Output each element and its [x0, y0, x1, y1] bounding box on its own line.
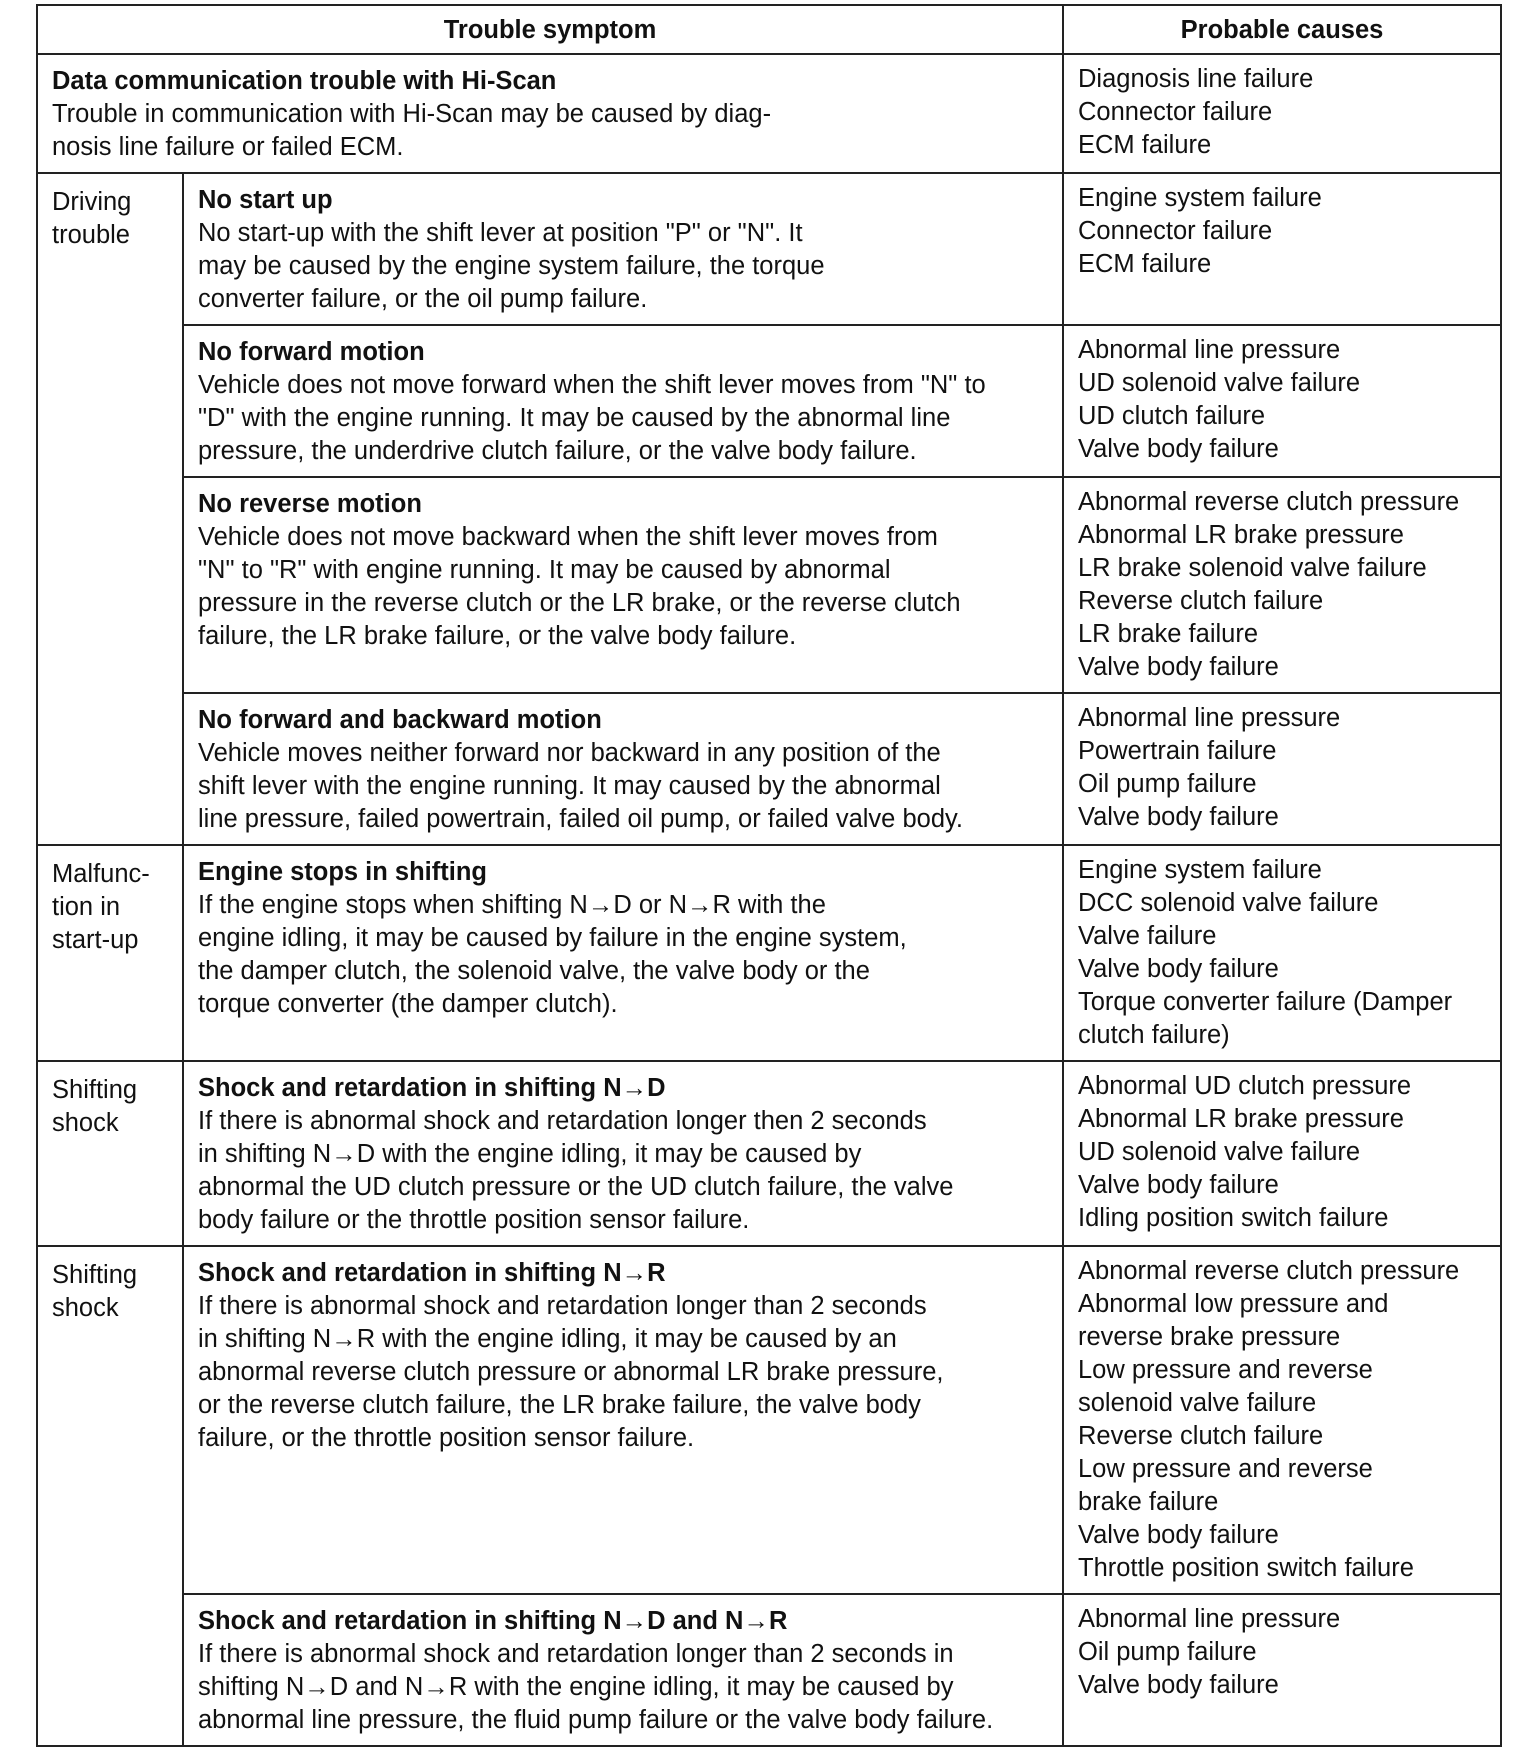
probable-cause-item: Low pressure and reverse	[1078, 1455, 1373, 1483]
probable-cause-item: Engine system failure	[1078, 856, 1322, 884]
symptom-description-line: engine idling, it may be caused by failure in the engine system,	[198, 924, 907, 952]
probable-cause-item: Valve body failure	[1078, 955, 1279, 983]
symptom-description-line: may be caused by the engine system failure, the torque	[198, 252, 825, 280]
probable-cause-item: Powertrain failure	[1078, 737, 1277, 765]
probable-cause-item: reverse brake pressure	[1078, 1323, 1341, 1351]
symptom-description-line: in shifting N→R with the engine idling, it may be caused by an	[198, 1325, 897, 1353]
symptom-description-line: body failure or the throttle position sensor failure.	[198, 1206, 750, 1234]
symptom-description-line: nosis line failure or failed ECM.	[52, 133, 404, 161]
probable-cause-item: LR brake solenoid valve failure	[1078, 554, 1427, 582]
probable-cause-item: Engine system failure	[1078, 184, 1322, 212]
category-cell	[37, 845, 183, 1061]
symptom-description-line: Vehicle does not move backward when the shift lever moves from	[198, 523, 938, 551]
probable-cause-item: clutch failure)	[1078, 1021, 1230, 1049]
symptom-description-line: "N" to "R" with engine running. It may be caused by abnormal	[198, 556, 891, 584]
symptom-title: No start up	[198, 186, 333, 214]
probable-cause-item: Abnormal LR brake pressure	[1078, 1105, 1404, 1133]
symptom-description-line: abnormal line pressure, the fluid pump failure or the valve body failure.	[198, 1706, 994, 1734]
symptom-description-line: abnormal reverse clutch pressure or abnormal LR brake pressure,	[198, 1358, 944, 1386]
probable-cause-item: UD solenoid valve failure	[1078, 1138, 1361, 1166]
probable-cause-item: Abnormal reverse clutch pressure	[1078, 488, 1460, 516]
symptom-description-line: abnormal the UD clutch pressure or the UD clutch failure, the valve	[198, 1173, 954, 1201]
symptom-description-line: torque converter (the damper clutch).	[198, 990, 618, 1018]
symptom-description-line: shifting N→D and N→R with the engine idling, it may be caused by	[198, 1673, 954, 1701]
symptom-description-line: If the engine stops when shifting N→D or N→R with the	[198, 891, 826, 919]
header-probable-causes: Probable causes	[1063, 5, 1501, 54]
category-label-line: Shifting	[52, 1076, 138, 1104]
category-cell	[37, 1246, 183, 1746]
probable-cause-item: solenoid valve failure	[1078, 1389, 1317, 1417]
probable-cause-item: Abnormal LR brake pressure	[1078, 521, 1404, 549]
symptom-cell	[183, 845, 1063, 1061]
probable-cause-item: DCC solenoid valve failure	[1078, 889, 1379, 917]
symptom-description-line: Vehicle does not move forward when the shift lever moves from "N" to	[198, 371, 986, 399]
probable-cause-item: Valve body failure	[1078, 435, 1279, 463]
symptom-description-line: Trouble in communication with Hi-Scan may be caused by diag-	[52, 100, 772, 128]
symptom-description-line: failure, the LR brake failure, or the valve body failure.	[198, 622, 797, 650]
symptom-title: Data communication trouble with Hi-Scan	[52, 67, 557, 95]
probable-cause-item: ECM failure	[1078, 131, 1212, 159]
probable-cause-item: UD solenoid valve failure	[1078, 369, 1361, 397]
symptom-cell	[183, 1246, 1063, 1594]
symptom-description-line: in shifting N→D with the engine idling, it may be caused by	[198, 1140, 862, 1168]
probable-cause-item: Connector failure	[1078, 217, 1273, 245]
causes-cell	[1063, 1594, 1501, 1746]
probable-cause-item: ECM failure	[1078, 250, 1212, 278]
symptom-title: No reverse motion	[198, 490, 422, 518]
symptom-description-line: Vehicle moves neither forward nor backward in any position of the	[198, 739, 941, 767]
probable-cause-item: Oil pump failure	[1078, 770, 1257, 798]
table-row	[37, 1246, 1501, 1594]
category-label-line: Shifting	[52, 1261, 138, 1289]
symptom-title: Shock and retardation in shifting N→D	[198, 1074, 666, 1102]
header-trouble-symptom: Trouble symptom	[37, 5, 1063, 54]
table-row	[37, 325, 1501, 477]
probable-cause-item: Connector failure	[1078, 98, 1273, 126]
probable-cause-item: Reverse clutch failure	[1078, 1422, 1324, 1450]
probable-cause-item: Torque converter failure (Damper	[1078, 988, 1453, 1016]
probable-cause-item: LR brake failure	[1078, 620, 1259, 648]
category-label-line: Driving	[52, 188, 132, 216]
symptom-title: No forward and backward motion	[198, 706, 602, 734]
table-row	[37, 173, 1501, 325]
causes-cell	[1063, 325, 1501, 477]
probable-cause-item: Throttle position switch failure	[1078, 1554, 1414, 1582]
symptom-cell	[183, 1594, 1063, 1746]
symptom-description-line: pressure, the underdrive clutch failure, or the valve body failure.	[198, 437, 917, 465]
symptom-description-line: "D" with the engine running. It may be caused by the abnormal line	[198, 404, 951, 432]
category-label-line: Malfunc-	[52, 860, 150, 888]
symptom-description-line: No start-up with the shift lever at position "P" or "N". It	[198, 219, 803, 247]
symptom-cell	[183, 1061, 1063, 1246]
causes-cell	[1063, 54, 1501, 173]
category-label-line: start-up	[52, 926, 139, 954]
category-cell	[37, 1061, 183, 1246]
category-label-line: tion in	[52, 893, 121, 921]
probable-cause-item: Abnormal low pressure and	[1078, 1290, 1389, 1318]
table-row	[37, 54, 1501, 173]
symptom-description-line: If there is abnormal shock and retardation longer than 2 seconds in	[198, 1640, 954, 1668]
probable-cause-item: Oil pump failure	[1078, 1638, 1257, 1666]
table-header-row	[37, 5, 1501, 54]
probable-cause-item: Abnormal reverse clutch pressure	[1078, 1257, 1460, 1285]
symptom-description-line: failure, or the throttle position sensor failure.	[198, 1424, 695, 1452]
probable-cause-item: Idling position switch failure	[1078, 1204, 1389, 1232]
probable-cause-item: Abnormal UD clutch pressure	[1078, 1072, 1412, 1100]
symptom-description-line: line pressure, failed powertrain, failed oil pump, or failed valve body.	[198, 805, 963, 833]
symptom-cell	[183, 693, 1063, 845]
table-row	[37, 1594, 1501, 1746]
category-label-line: trouble	[52, 221, 130, 249]
symptom-cell	[37, 54, 1063, 173]
probable-cause-item: Valve failure	[1078, 922, 1217, 950]
probable-cause-item: Abnormal line pressure	[1078, 336, 1341, 364]
category-label-line: shock	[52, 1109, 119, 1137]
causes-cell	[1063, 477, 1501, 693]
table-row	[37, 477, 1501, 693]
causes-cell	[1063, 845, 1501, 1061]
symptom-description-line: shift lever with the engine running. It may caused by the abnormal	[198, 772, 941, 800]
symptom-cell	[183, 173, 1063, 325]
table-row	[37, 1061, 1501, 1246]
symptom-title: Shock and retardation in shifting N→R	[198, 1259, 666, 1287]
category-label-line: shock	[52, 1294, 119, 1322]
table-row	[37, 693, 1501, 845]
symptom-title: Shock and retardation in shifting N→D and N→R	[198, 1607, 788, 1635]
probable-cause-item: UD clutch failure	[1078, 402, 1266, 430]
probable-cause-item: Valve body failure	[1078, 1171, 1279, 1199]
probable-cause-item: Valve body failure	[1078, 653, 1279, 681]
trouble-symptom-table	[36, 4, 1502, 1747]
probable-cause-item: Diagnosis line failure	[1078, 65, 1314, 93]
category-cell	[37, 173, 183, 845]
probable-cause-item: Abnormal line pressure	[1078, 1605, 1341, 1633]
symptom-description-line: converter failure, or the oil pump failure.	[198, 285, 648, 313]
symptom-title: No forward motion	[198, 338, 425, 366]
probable-cause-item: Valve body failure	[1078, 1521, 1279, 1549]
symptom-title: Engine stops in shifting	[198, 858, 487, 886]
symptom-description-line: If there is abnormal shock and retardation longer then 2 seconds	[198, 1107, 927, 1135]
probable-cause-item: Valve body failure	[1078, 1671, 1279, 1699]
probable-cause-item: Valve body failure	[1078, 803, 1279, 831]
symptom-description-line: If there is abnormal shock and retardation longer than 2 seconds	[198, 1292, 927, 1320]
causes-cell	[1063, 1061, 1501, 1246]
symptom-description-line: pressure in the reverse clutch or the LR brake, or the reverse clutch	[198, 589, 961, 617]
causes-cell	[1063, 1246, 1501, 1594]
symptom-cell	[183, 325, 1063, 477]
probable-cause-item: Reverse clutch failure	[1078, 587, 1324, 615]
probable-cause-item: brake failure	[1078, 1488, 1219, 1516]
causes-cell	[1063, 173, 1501, 325]
probable-cause-item: Abnormal line pressure	[1078, 704, 1341, 732]
probable-cause-item: Low pressure and reverse	[1078, 1356, 1373, 1384]
symptom-description-line: or the reverse clutch failure, the LR brake failure, the valve body	[198, 1391, 921, 1419]
symptom-cell	[183, 477, 1063, 693]
symptom-description-line: the damper clutch, the solenoid valve, the valve body or the	[198, 957, 870, 985]
table-row	[37, 845, 1501, 1061]
causes-cell	[1063, 693, 1501, 845]
